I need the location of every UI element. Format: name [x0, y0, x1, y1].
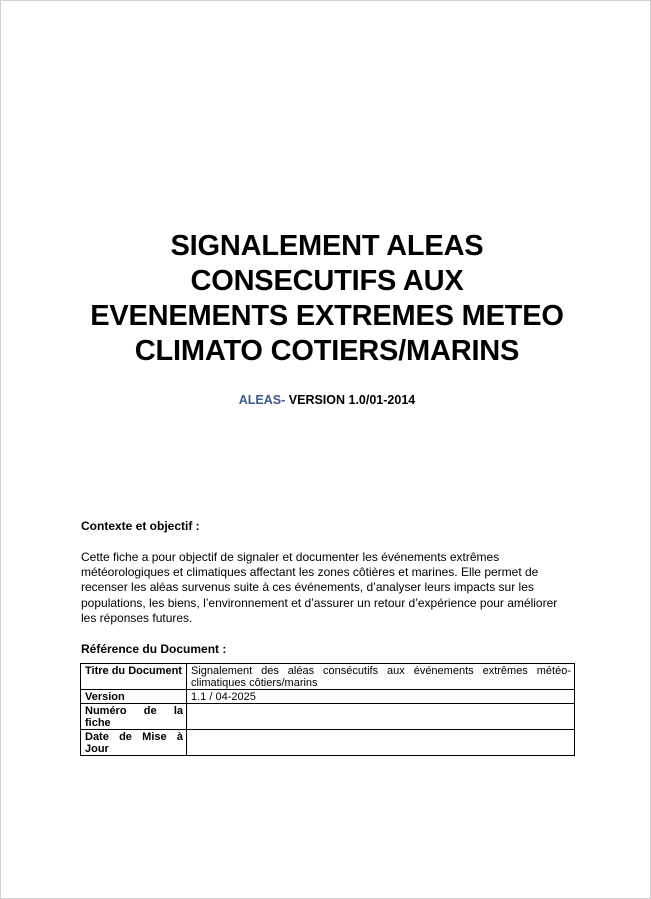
- version-text: VERSION 1.0/01-2014: [285, 393, 416, 407]
- table-row: [81, 704, 575, 730]
- table-row: [81, 730, 575, 756]
- table-cell-value: Signalement des aléas consécutifs aux événements extrêmes météo-climatiques côtiers/marins: [187, 664, 575, 690]
- table-cell-value: [187, 704, 575, 730]
- document-title: [41, 229, 613, 369]
- table-cell-label: Numéro de la fiche: [81, 704, 187, 730]
- title-line: EVENEMENTS EXTREMES METEO: [90, 300, 564, 332]
- table-cell-value: 1.1 / 04-2025: [187, 690, 575, 704]
- version-line: [41, 393, 613, 407]
- table-cell-label: Date de Mise à Jour: [81, 730, 187, 756]
- title-line: CLIMATO COTIERS/MARINS: [134, 335, 520, 367]
- table-cell-label: Titre du Document: [81, 664, 187, 690]
- table-cell-value: [187, 730, 575, 756]
- table-cell-label: Version: [81, 690, 187, 704]
- context-heading: Contexte et objectif :: [81, 519, 200, 533]
- context-paragraph: Cette fiche a pour objectif de signaler et documenter les événements extrêmes météorologiques et climatiques affectant les zones côtières et marines. Elle permet de recenser les aléas survenus suite à ces événements, d’analyser leurs impacts sur les populations, les biens, l’environnement et d’assurer un retour d’expérience pour améliorer les réponses futures.: [81, 550, 558, 625]
- reference-heading: Référence du Document :: [81, 642, 227, 656]
- table-row: [81, 664, 575, 690]
- title-line: SIGNALEMENT ALEAS: [170, 230, 484, 262]
- title-line: CONSECUTIFS AUX: [190, 265, 464, 297]
- table-row: [81, 690, 575, 704]
- version-brand: ALEAS-: [238, 393, 286, 407]
- reference-table: [80, 663, 575, 756]
